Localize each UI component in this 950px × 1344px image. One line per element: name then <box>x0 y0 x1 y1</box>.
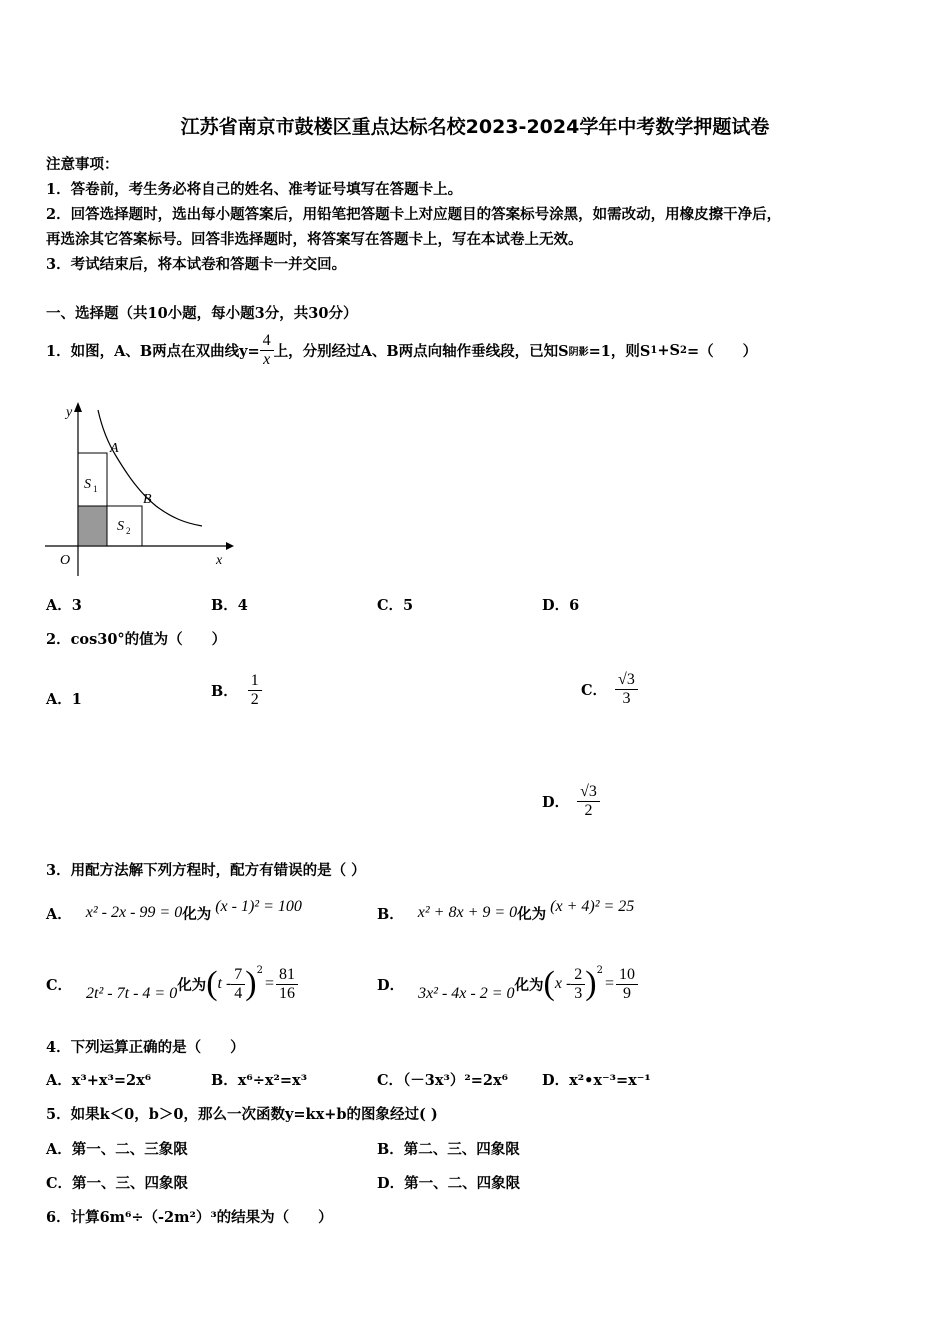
q4-option-b[interactable]: B．x⁶÷x²=x³ <box>211 1072 308 1089</box>
question-6: 6．计算6m⁶÷（-2m²）³的结果为（ ） <box>46 1209 333 1226</box>
hyperbola-curve <box>98 410 202 526</box>
q2-option-c[interactable] <box>581 664 638 714</box>
y-axis-arrow <box>74 402 82 412</box>
x-label: x <box>216 553 223 568</box>
result: (x + 4)² = 25 <box>550 898 635 915</box>
x-axis-arrow <box>226 542 234 550</box>
s2-label: S <box>117 519 124 534</box>
result-rhs <box>276 966 298 1003</box>
page-title: 江苏省南京市鼓楼区重点达标名校2023-2024学年中考数学押题试卷 <box>180 116 770 138</box>
point-a-label: A <box>110 441 119 456</box>
q1-sub-shadow: 阴影 <box>568 346 589 358</box>
point-b-label: B <box>143 492 152 507</box>
option-label: C． <box>46 976 73 994</box>
square-sup: 2 <box>256 964 263 976</box>
frac-num: √3 <box>615 671 638 690</box>
notice-item: 2．回答选择题时，选出每小题答案后，用铅笔把答题卡上对应题目的答案标号涂黑，如需改动，用橡皮擦干净后， <box>46 206 782 223</box>
result-rhs <box>616 966 638 1003</box>
q1-option-b[interactable]: B．4 <box>211 597 248 614</box>
q1-plus: +S <box>657 341 680 359</box>
result-term: x - <box>554 975 572 992</box>
becomes-text: 化为 <box>182 905 212 923</box>
frac-den: 3 <box>574 984 583 1002</box>
y-label: y <box>66 405 73 420</box>
frac-den: 2 <box>584 801 593 819</box>
right-paren: ) <box>585 965 597 1002</box>
notice-item: 1．答卷前，考生务必将自己的姓名、准考证号填写在答题卡上。 <box>46 181 463 198</box>
q1-frac-num: 4 <box>260 332 274 351</box>
origin-label: O <box>60 553 71 568</box>
frac-den: 16 <box>279 984 296 1002</box>
q1-option-c[interactable]: C．5 <box>377 597 414 614</box>
q1-option-a[interactable]: A．3 <box>46 597 82 614</box>
option-label: B． <box>377 905 404 923</box>
frac-den: 2 <box>250 690 259 708</box>
q1-suffix: =（ ） <box>686 342 758 360</box>
shaded-rect <box>78 506 107 546</box>
equation: x² + 8x + 9 = 0 <box>417 904 518 921</box>
q4-option-a[interactable]: A．x³+x³=2x⁶ <box>46 1072 152 1089</box>
q5-option-b[interactable]: B．第二、三、四象限 <box>377 1141 520 1158</box>
frac-num: 81 <box>276 966 298 985</box>
frac-num: √3 <box>577 783 600 802</box>
question-4: 4．下列运算正确的是（ ） <box>46 1039 245 1056</box>
q2-c-frac <box>615 671 638 708</box>
question-5: 5．如果k＜0，b＞0，那么一次函数y=kx+b的图象经过( ) <box>46 1106 438 1123</box>
q3-option-b[interactable] <box>377 896 634 930</box>
q1-fraction <box>260 332 274 369</box>
q1-prefix: 1．如图，A、B两点在双曲线y= <box>46 342 260 360</box>
square-sup: 2 <box>596 964 603 976</box>
q5-option-c[interactable]: C．第一、三、四象限 <box>46 1175 189 1192</box>
result-frac <box>571 966 585 1003</box>
frac-den: 4 <box>234 984 243 1002</box>
q1-option-d[interactable]: D．6 <box>542 597 580 614</box>
q5-option-d[interactable]: D．第一、二、四象限 <box>377 1175 521 1192</box>
becomes-text: 化为 <box>177 976 207 994</box>
equals-sign: = <box>265 975 275 992</box>
q1-s2: 2 <box>679 344 687 356</box>
q2-d-frac <box>577 783 600 820</box>
hyperbola-figure <box>40 398 240 578</box>
question-2: 2．cos30°的值为（ ） <box>46 631 227 648</box>
q2-b-label: B． <box>211 682 238 700</box>
q3-option-a[interactable] <box>46 896 302 930</box>
q1-frac-den: x <box>263 350 271 368</box>
q4-option-d[interactable]: D．x²•x⁻³=x⁻¹ <box>542 1072 651 1089</box>
becomes-text: 化为 <box>517 905 547 923</box>
s2-rect <box>107 506 142 546</box>
q1-s1: 1 <box>650 344 658 356</box>
q2-option-b[interactable] <box>211 666 262 714</box>
frac-den: 9 <box>623 984 632 1002</box>
left-paren: ( <box>543 965 555 1002</box>
equals-sign: = <box>605 975 615 992</box>
q1-middle: 上，分别经过A、B两点向轴作垂线段，已知S <box>273 342 569 360</box>
s1-label: S <box>84 477 91 492</box>
equation: x² - 2x - 99 = 0 <box>85 904 183 921</box>
option-label: A． <box>46 905 72 923</box>
s1-sub: 1 <box>93 484 98 494</box>
q2-option-d[interactable] <box>542 776 600 826</box>
frac-den: 3 <box>622 689 631 707</box>
right-paren: ) <box>245 965 257 1002</box>
frac-num: 7 <box>231 966 245 985</box>
option-label: D． <box>377 976 405 994</box>
result: (x - 1)² = 100 <box>215 898 302 915</box>
frac-num: 1 <box>248 672 262 691</box>
q2-c-label: C． <box>581 681 608 699</box>
equation: 3x² - 4x - 2 = 0 <box>418 985 515 1002</box>
result-frac <box>231 966 245 1003</box>
q3-option-c[interactable] <box>46 954 298 1014</box>
q2-d-label: D． <box>542 793 570 811</box>
s1-rect <box>78 453 107 506</box>
notice-item: 再选涂其它答案标号。回答非选择题时，将答案写在答题卡上，写在本试卷上无效。 <box>46 231 583 248</box>
q2-option-a[interactable]: A．1 <box>46 691 82 708</box>
becomes-text: 化为 <box>514 976 544 994</box>
q5-option-a[interactable]: A．第一、二、三象限 <box>46 1141 188 1158</box>
equation: 2t² - 7t - 4 = 0 <box>86 985 178 1002</box>
q3-option-d[interactable] <box>377 954 638 1014</box>
result-term: t - <box>217 975 232 992</box>
question-1 <box>46 326 757 374</box>
q2-b-frac <box>248 672 262 709</box>
question-3: 3．用配方法解下列方程时，配方有错误的是（ ） <box>46 862 366 879</box>
q1-eq1: =1，则S <box>588 342 651 360</box>
left-paren: ( <box>206 965 218 1002</box>
frac-num: 2 <box>571 966 585 985</box>
q4-option-c[interactable]: C．（－3x³）²=2x⁶ <box>377 1072 508 1089</box>
notice-heading: 注意事项： <box>46 156 119 173</box>
notice-item: 3．考试结束后，将本试卷和答题卡一并交回。 <box>46 256 347 273</box>
frac-num: 10 <box>616 966 638 985</box>
section-heading: 一、选择题（共10小题，每小题3分，共30分） <box>46 305 358 322</box>
s2-sub: 2 <box>126 526 131 536</box>
